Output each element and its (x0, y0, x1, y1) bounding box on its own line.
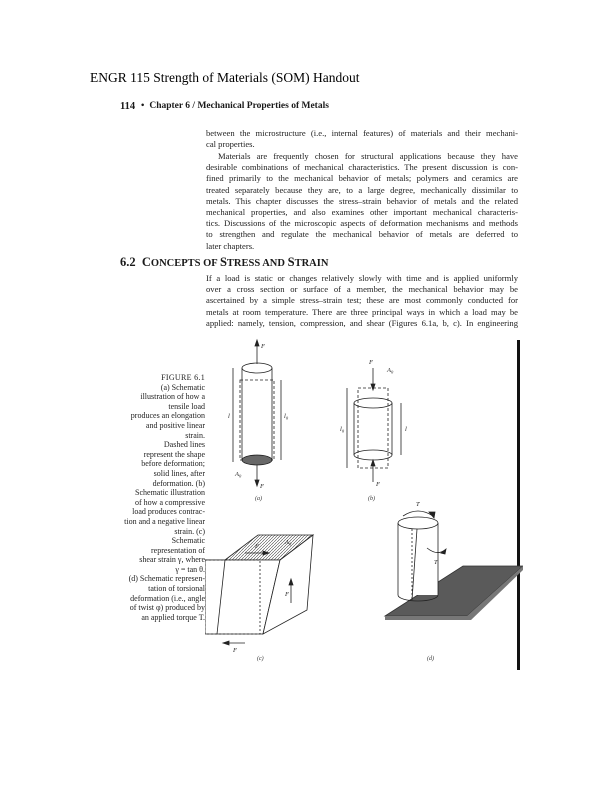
text-line: over a cross section or surface of a member, the mechanical behavior may be (206, 284, 518, 295)
cylinder-top (242, 363, 272, 373)
force-label: F (233, 647, 237, 654)
torque-label: T (434, 559, 438, 566)
subfigure-label: (d) (427, 656, 434, 662)
figure-caption (120, 373, 205, 622)
subfigure-label: (b) (368, 496, 375, 502)
caption-line: tensile load (168, 401, 205, 411)
caption-line: an applied torque T. (141, 612, 205, 622)
paragraph-intro (206, 128, 518, 150)
arrowhead (255, 480, 259, 486)
text-line: Materials are frequently chosen for structural applications because they have (218, 151, 518, 161)
cylinder-body (398, 523, 438, 595)
caption-line: represent the shape (143, 449, 205, 459)
caption-line: solid lines, after (153, 468, 205, 478)
caption-line: Schematic (171, 536, 205, 546)
torque-label: T (416, 501, 420, 508)
caption-line: of twist φ) produced by (129, 603, 205, 613)
text-line: treated separately because they are, to a large degree, mechanically dissimilar to (206, 184, 518, 195)
original-shape-dashed (358, 388, 388, 468)
caption-line: representation of (151, 545, 205, 555)
caption-line: γ = tan θ. (175, 564, 205, 574)
force-label: F (261, 343, 265, 350)
caption-line: load produces contrac- (132, 507, 205, 517)
bullet-separator: • (141, 101, 145, 111)
original-length-label: $l_0$ (284, 413, 289, 421)
arrowhead (255, 340, 259, 346)
text-line: metals at room temperature. There are three principal ways in which a load may be (206, 306, 518, 317)
text-line: ascertained by a simple stress–strain test; these are most commonly conducted for (206, 295, 518, 306)
force-label: F (260, 483, 264, 490)
caption-line: shear strain γ, where (139, 555, 205, 565)
cylinder-base (242, 455, 272, 465)
area-label: $A_0$ (235, 471, 242, 479)
caption-line: and positive linear (145, 420, 205, 430)
section-heading (120, 255, 328, 270)
caption-line: (d) Schematic represen- (128, 574, 205, 584)
arrowhead (223, 641, 229, 645)
chapter-header-text: Chapter 6 / Mechanical Properties of Metals (149, 101, 329, 111)
force-label: F (285, 591, 289, 598)
caption-line: before deformation; (141, 459, 205, 469)
figure-6-1 (205, 338, 523, 665)
caption-line: (a) Schematic (160, 382, 205, 392)
panel-b-compression (340, 359, 407, 502)
text-line: applied: namely, tension, compression, and shear (Figures 6.1a, b, c). In engineering (206, 317, 518, 328)
arrowhead (371, 460, 375, 466)
caption-line: tion and a negative linear (124, 516, 205, 526)
page-number: 114 (120, 101, 136, 112)
text-line: fined primarily to the mechanical behavior of metals; polymers and ceramics are (206, 173, 518, 184)
section-title: CONCEPTS OF STRESS AND STRAIN (141, 255, 329, 269)
original-shape-dashed (240, 380, 274, 460)
text-line: later chapters. (206, 240, 255, 251)
area-label: $A_0$ (285, 539, 292, 547)
paragraph-materials (206, 151, 518, 252)
caption-line: produces an elongation (130, 411, 205, 421)
caption-line: strain. (185, 430, 205, 440)
force-label: F (376, 481, 380, 488)
panel-a-tension (228, 340, 289, 502)
length-label: l (228, 413, 230, 420)
text-line: to strengthen and regulate the mechanical behavior of metals are deferred to (206, 229, 518, 240)
arrowhead (429, 512, 435, 518)
text-line: If a load is static or changes relatively slowly with time and is applied uniformly (206, 273, 518, 283)
subfigure-label: (c) (257, 656, 264, 662)
original-length-label: $l_0$ (340, 426, 345, 434)
force-label: F (255, 543, 259, 550)
subfigure-label: (a) (255, 496, 262, 502)
caption-line: deformation. (b) (152, 478, 205, 488)
caption-line: Schematic illustration (135, 488, 205, 498)
caption-line: of how a compressive (135, 497, 205, 507)
caption-line: strain. (c) (174, 526, 205, 536)
cylinder-top (354, 398, 392, 408)
caption-line: deformation (i.e., angle (130, 593, 205, 603)
panel-c-shear (205, 535, 313, 662)
section-number: 6.2 (120, 255, 136, 269)
handout-title: ENGR 115 Strength of Materials (SOM) Handout (90, 70, 360, 85)
caption-line: Dashed lines (163, 440, 205, 450)
text-line: desirable combinations of mechanical characteristics. The present discussion is con- (206, 162, 518, 173)
force-label: F (369, 359, 373, 366)
cylinder-base (354, 450, 392, 460)
caption-line: tation of torsional (148, 584, 205, 594)
text-line: between the microstructure (i.e., internal features) of materials and their mechani- (206, 128, 518, 138)
cylinder-top (398, 517, 438, 529)
text-line: mechanical properties, and also examines other important mechanical characteris- (206, 207, 518, 218)
chapter-header (141, 101, 329, 111)
caption-line: illustration of how a (140, 392, 205, 402)
length-label: l (405, 426, 407, 433)
panel-d-torsion (385, 501, 523, 662)
text-line: metals. This chapter discusses the stress–strain behavior of metals and the related (206, 195, 518, 206)
text-line: tics. Discussions of the microscopic aspects of deformation mechanisms and methods (206, 218, 518, 229)
text-line: cal properties. (206, 139, 255, 150)
paragraph-load (206, 273, 518, 329)
area-label: $A_0$ (387, 367, 394, 375)
caption-title: FIGURE 6.1 (161, 373, 205, 382)
arrowhead (371, 384, 375, 390)
